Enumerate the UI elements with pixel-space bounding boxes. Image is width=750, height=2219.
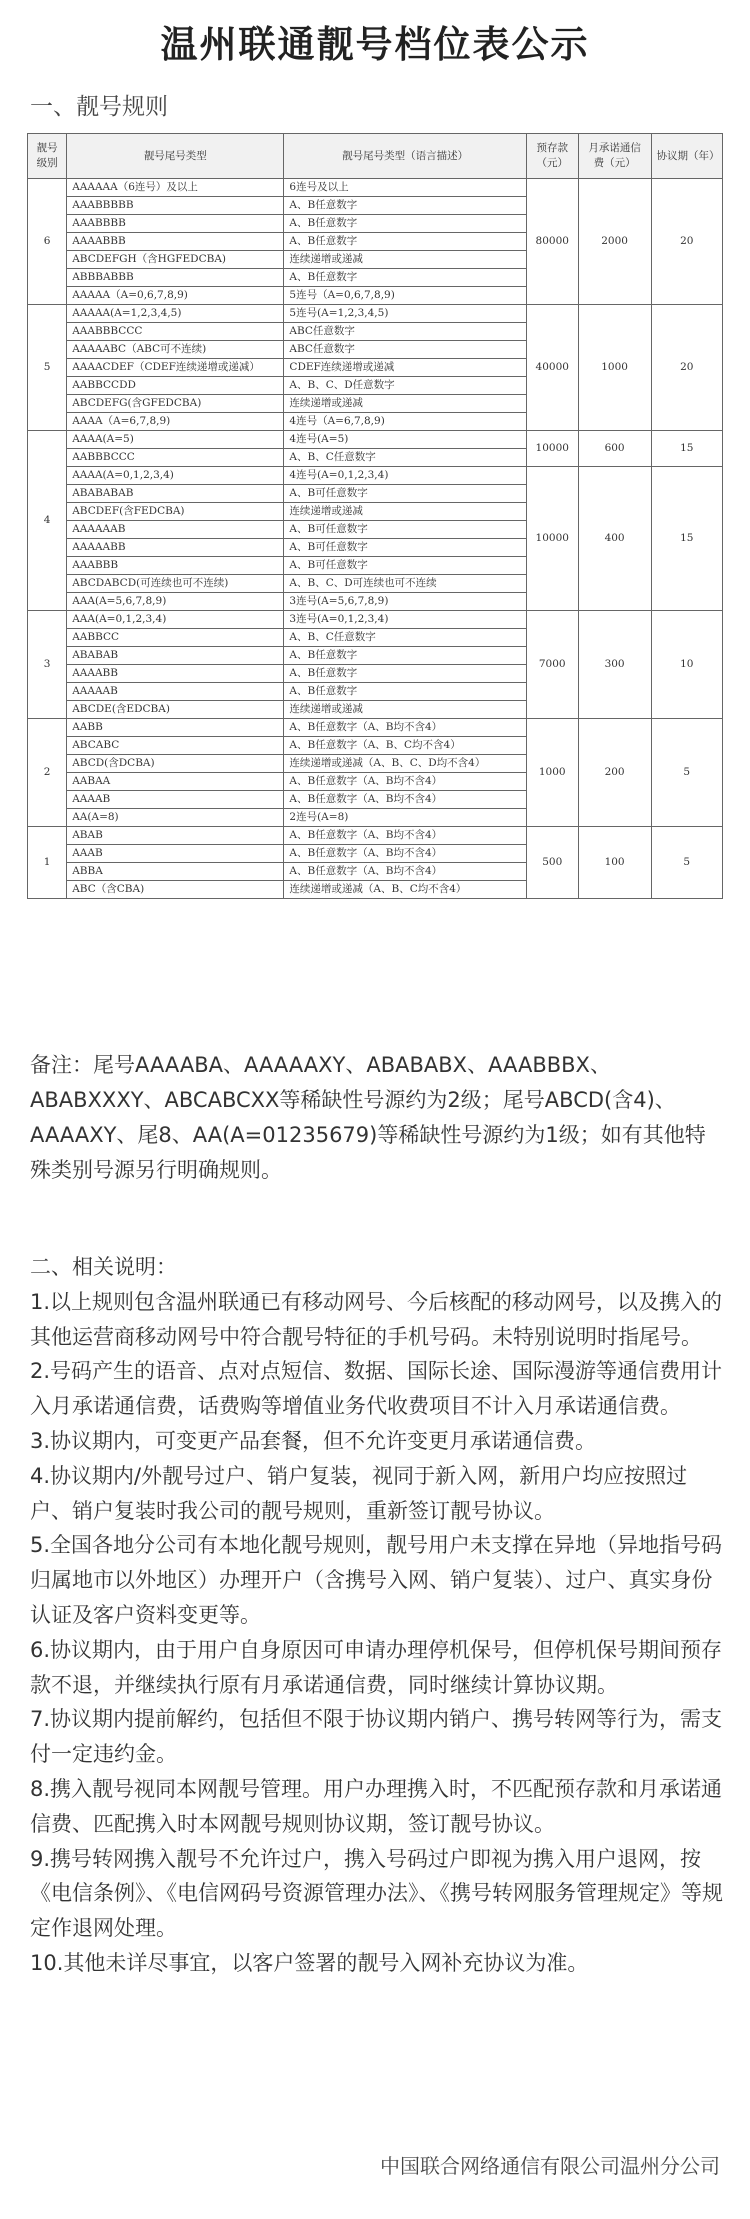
deposit-cell: 7000	[526, 611, 578, 719]
pattern-cell: AAAAA（A=0,6,7,8,9)	[67, 287, 284, 305]
note-item: 3.协议期内，可变更产品套餐，但不允许变更月承诺通信费。	[30, 1428, 597, 1453]
pattern-cell: AAAAAAB	[67, 521, 284, 539]
monthly-fee-cell: 100	[578, 827, 651, 899]
description-cell: ABC任意数字	[284, 341, 526, 359]
description-cell: 4连号(A=0,1,2,3,4)	[284, 467, 526, 485]
pattern-cell: AAAAB	[67, 791, 284, 809]
level-cell: 2	[28, 719, 67, 827]
term-cell: 15	[651, 431, 722, 467]
description-cell: A、B、C任意数字	[284, 629, 526, 647]
description-cell: 连续递增或递减（A、B、C均不含4）	[284, 881, 526, 899]
pattern-cell: AAA(A=0,1,2,3,4)	[67, 611, 284, 629]
pattern-cell: AAABBBBB	[67, 197, 284, 215]
description-cell: A、B可任意数字	[284, 485, 526, 503]
table-header-cell: 月承诺通信费（元）	[578, 134, 651, 179]
note-item: 10.其他未详尽事宜，以客户签署的靓号入网补充协议为准。	[30, 1950, 589, 1975]
pattern-cell: AABB	[67, 719, 284, 737]
monthly-fee-cell: 300	[578, 611, 651, 719]
deposit-cell: 500	[526, 827, 578, 899]
section-rules-heading: 一、靓号规则	[30, 94, 168, 120]
description-cell: A、B任意数字	[284, 647, 526, 665]
monthly-fee-cell: 2000	[578, 179, 651, 305]
note-item: 4.协议期内/外靓号过户、销户复装，视同于新入网，新用户均应按照过户、销户复装时我公司的靓号规则，重新签订靓号协议。	[30, 1463, 688, 1523]
pattern-cell: AAAAA(A=1,2,3,4,5)	[67, 305, 284, 323]
pattern-cell: ABABAB	[67, 647, 284, 665]
description-cell: A、B任意数字	[284, 215, 526, 233]
description-cell: A、B可任意数字	[284, 557, 526, 575]
table-header-cell: 预存款（元）	[526, 134, 578, 179]
pattern-cell: AAAB	[67, 845, 284, 863]
description-cell: ABC任意数字	[284, 323, 526, 341]
description-cell: 5连号(A=1,2,3,4,5)	[284, 305, 526, 323]
term-cell: 20	[651, 179, 722, 305]
description-cell: A、B任意数字（A、B均不含4）	[284, 845, 526, 863]
term-cell: 10	[651, 611, 722, 719]
pattern-cell: ABBBABBB	[67, 269, 284, 287]
footer-company: 中国联合网络通信有限公司温州分公司	[380, 2154, 720, 2178]
description-cell: 2连号(A=8)	[284, 809, 526, 827]
pattern-cell: AAAA(A=0,1,2,3,4)	[67, 467, 284, 485]
table-header-cell: 靓号尾号类型	[67, 134, 284, 179]
pattern-cell: ABC（含CBA)	[67, 881, 284, 899]
description-cell: A、B、C、D可连续也可不连续	[284, 575, 526, 593]
deposit-cell: 40000	[526, 305, 578, 431]
level-cell: 5	[28, 305, 67, 431]
description-cell: A、B、C任意数字	[284, 449, 526, 467]
note-item: 1.以上规则包含温州联通已有移动网号、今后核配的移动网号，以及携入的其他运营商移动网号中符合靓号特征的手机号码。未特别说明时指尾号。	[30, 1289, 723, 1349]
notes-list	[30, 1285, 726, 1981]
table-row	[28, 179, 723, 197]
pattern-cell: ABAB	[67, 827, 284, 845]
pattern-cell: AAABBBB	[67, 215, 284, 233]
monthly-fee-cell: 1000	[578, 305, 651, 431]
pattern-cell: AAABBBCCC	[67, 323, 284, 341]
monthly-fee-cell: 600	[578, 431, 651, 467]
table-header-cell: 靓号级别	[28, 134, 67, 179]
description-cell: A、B任意数字（A、B均不含4）	[284, 827, 526, 845]
description-cell: 连续递增或递减	[284, 395, 526, 413]
description-cell: A、B、C、D任意数字	[284, 377, 526, 395]
table-row	[28, 719, 723, 737]
pattern-cell: AAAABB	[67, 665, 284, 683]
description-cell: A、B可任意数字	[284, 521, 526, 539]
deposit-cell: 10000	[526, 431, 578, 467]
table-body	[28, 179, 723, 899]
table-header-cell: 靓号尾号类型（语言描述）	[284, 134, 526, 179]
table-row	[28, 467, 723, 485]
level-cell: 1	[28, 827, 67, 899]
note-item: 5.全国各地分公司有本地化靓号规则，靓号用户未支撑在异地（异地指号码归属地市以外地区）办理开户（含携号入网、销户复装）、过户、真实身份认证及客户资料变更等。	[30, 1533, 723, 1627]
level-cell: 4	[28, 431, 67, 611]
term-cell: 5	[651, 719, 722, 827]
table-row	[28, 827, 723, 845]
table-row	[28, 305, 723, 323]
pattern-cell: ABCDEF(含FEDCBA)	[67, 503, 284, 521]
pattern-cell: AABBBCCC	[67, 449, 284, 467]
description-cell: 连续递增或递减	[284, 503, 526, 521]
description-cell: A、B任意数字（A、B均不含4）	[284, 719, 526, 737]
pattern-cell: AABBCCDD	[67, 377, 284, 395]
description-cell: A、B任意数字	[284, 197, 526, 215]
pattern-cell: AAAABBB	[67, 233, 284, 251]
monthly-fee-cell: 400	[578, 467, 651, 611]
pattern-cell: ABCDE(含EDCBA)	[67, 701, 284, 719]
description-cell: A、B任意数字	[284, 269, 526, 287]
deposit-cell: 10000	[526, 467, 578, 611]
pattern-cell: ABCDABCD(可连续也可不连续)	[67, 575, 284, 593]
term-cell: 20	[651, 305, 722, 431]
description-cell: 连续递增或递减	[284, 701, 526, 719]
level-cell: 3	[28, 611, 67, 719]
note-item: 7.协议期内提前解约，包括但不限于协议期内销户、携号转网等行为，需支付一定违约金。	[30, 1707, 723, 1767]
pattern-cell: AAAA(A=5)	[67, 431, 284, 449]
pattern-cell: AAABBB	[67, 557, 284, 575]
description-cell: 连续递增或递减	[284, 251, 526, 269]
description-cell: 3连号(A=0,1,2,3,4)	[284, 611, 526, 629]
description-cell: 4连号（A=6,7,8,9)	[284, 413, 526, 431]
description-cell: 4连号(A=5)	[284, 431, 526, 449]
table-header-cell: 协议期（年）	[651, 134, 722, 179]
deposit-cell: 80000	[526, 179, 578, 305]
description-cell: A、B任意数字（A、B均不含4）	[284, 791, 526, 809]
pattern-cell: AABBCC	[67, 629, 284, 647]
pattern-cell: ABABABAB	[67, 485, 284, 503]
pattern-cell: ABCABC	[67, 737, 284, 755]
table-row	[28, 611, 723, 629]
description-cell: A、B任意数字（A、B、C均不含4）	[284, 737, 526, 755]
pattern-cell: AABAA	[67, 773, 284, 791]
monthly-fee-cell: 200	[578, 719, 651, 827]
description-cell: 3连号(A=5,6,7,8,9)	[284, 593, 526, 611]
description-cell: 连续递增或递减（A、B、C、D均不含4）	[284, 755, 526, 773]
table-row	[28, 431, 723, 449]
note-item: 9.携号转网携入靓号不允许过户，携入号码过户即视为携入用户退网，按《电信条例》、《电信网码号资源管理办法》、《携号转网服务管理规定》等规定作退网处理。	[30, 1846, 723, 1941]
pattern-cell: ABBA	[67, 863, 284, 881]
pattern-cell: AAAAABC（ABC可不连续)	[67, 341, 284, 359]
pattern-cell: ABCD(含DCBA)	[67, 755, 284, 773]
note-item: 8.携入靓号视同本网靓号管理。用户办理携入时，不匹配预存款和月承诺通信费、匹配携入时本网靓号规则协议期，签订靓号协议。	[30, 1776, 723, 1836]
pattern-cell: AAA(A=5,6,7,8,9)	[67, 593, 284, 611]
description-cell: A、B任意数字	[284, 233, 526, 251]
description-cell: A、B任意数字（A、B均不含4）	[284, 863, 526, 881]
description-cell: A、B可任意数字	[284, 539, 526, 557]
page-title: 温州联通靓号档位表公示	[160, 23, 590, 66]
remark-text: 备注：尾号AAAABA、AAAAAXY、ABABABX、AAABBBX、ABABXXXY、ABCABCXX等稀缺性号源约为2级；尾号ABCD(含4)、AAAAXY、尾8、AA(A=01235679)等稀缺性号源约为1级；如有其他特殊类别号源另行明确规则。	[30, 1053, 706, 1182]
pattern-cell: AAAA（A=6,7,8,9)	[67, 413, 284, 431]
table-header-row	[28, 134, 723, 179]
term-cell: 5	[651, 827, 722, 899]
note-item: 6.协议期内，由于用户自身原因可申请办理停机保号，但停机保号期间预存款不退，并继续执行原有月承诺通信费，同时继续计算协议期。	[30, 1637, 723, 1697]
notes-section	[30, 1250, 726, 1981]
pattern-cell: AAAAAB	[67, 683, 284, 701]
pattern-cell: ABCDEFGH（含HGFEDCBA)	[67, 251, 284, 269]
description-cell: A、B任意数字	[284, 665, 526, 683]
description-cell: 6连号及以上	[284, 179, 526, 197]
pattern-cell: AAAACDEF（CDEF连续递增或递减）	[67, 359, 284, 377]
description-cell: CDEF连续递增或递减	[284, 359, 526, 377]
number-level-table	[27, 133, 723, 899]
term-cell: 15	[651, 467, 722, 611]
notes-heading: 二、相关说明：	[30, 1255, 177, 1279]
pattern-cell: AA(A=8)	[67, 809, 284, 827]
description-cell: 5连号（A=0,6,7,8,9)	[284, 287, 526, 305]
description-cell: A、B任意数字	[284, 683, 526, 701]
note-item: 2.号码产生的语音、点对点短信、数据、国际长途、国际漫游等通信费用计入月承诺通信费，话费购等增值业务代收费项目不计入月承诺通信费。	[30, 1359, 723, 1419]
pattern-cell: ABCDEFG(含GFEDCBA)	[67, 395, 284, 413]
level-cell: 6	[28, 179, 67, 305]
deposit-cell: 1000	[526, 719, 578, 827]
pattern-cell: AAAAABB	[67, 539, 284, 557]
description-cell: A、B任意数字（A、B均不含4）	[284, 773, 526, 791]
pattern-cell: AAAAAA（6连号）及以上	[67, 179, 284, 197]
